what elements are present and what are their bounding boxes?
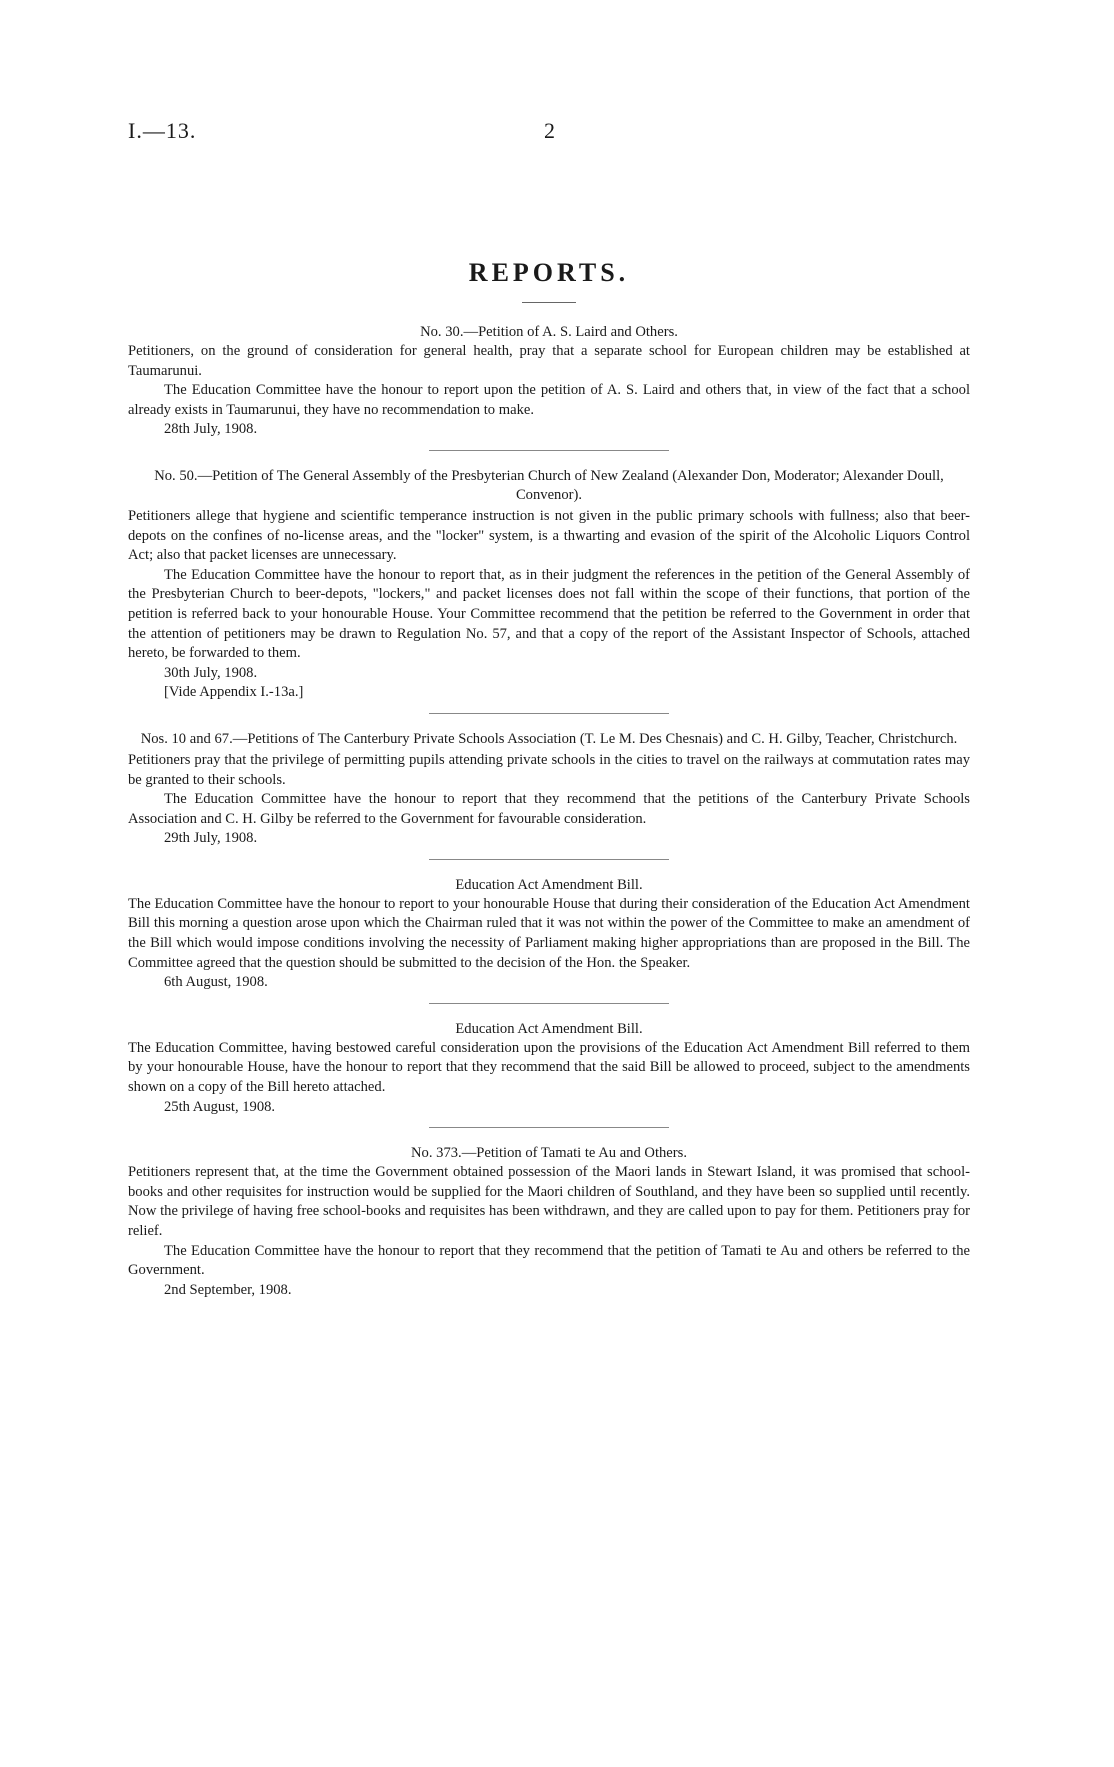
report-section-5: [128, 1020, 970, 1117]
section-heading: Education Act Amendment Bill.: [455, 1020, 643, 1037]
page-content: [128, 258, 970, 1300]
section-divider: [429, 1127, 669, 1128]
section-heading: No. 50.—Petition of The General Assembly of the Presbyterian Church of New Zealand (Alexander Don, Moderator; Alexander Doull, Convenor).: [154, 467, 944, 503]
appendix-note: [Vide Appendix I.-13a.]: [164, 684, 304, 701]
title-divider: [522, 302, 576, 303]
section-heading: Education Act Amendment Bill.: [455, 876, 643, 893]
section-heading: No. 373.—Petition of Tamati te Au and Others.: [411, 1145, 687, 1162]
section-heading: No. 30.—Petition of A. S. Laird and Others.: [420, 324, 678, 340]
section-date: 25th August, 1908.: [164, 1098, 276, 1115]
report-section-4: [128, 876, 970, 993]
section-divider: [429, 1003, 669, 1004]
paragraph-report: The Education Committee have the honour to report that, as in their judgment the references in the petition of the General Assembly of the Presbyterian Church to beer-depots, "lockers," and packet licenses does not fall within the scope of their functions, that portion of the petition is referred back to your honourable House. Your Committee recommend that the petition be referred to the Government in order that the attention of petitioners may be drawn to Regulation No. 57, and that a copy of the report of the Assistant Inspector of Schools, attached hereto, be forwarded to them.: [128, 566, 970, 662]
section-date: 2nd September, 1908.: [164, 1281, 292, 1298]
document-reference: I.—13.: [128, 118, 197, 143]
paragraph-petition: Petitioners represent that, at the time the Government obtained possession of the Maori lands in Stewart Island, it was promised that school-books and other requisites for instruction would be supplied for the Maori children of Southland, and they have been so supplied until recently. Now the privilege of having free school-books and requisites has been withdrawn, and they are called upon to pay for them. Petitioners pray for relief.: [128, 1164, 970, 1239]
paragraph-report: The Education Committee have the honour to report that they recommend that the petition of Tamati te Au and others be referred to the Government.: [128, 1242, 970, 1279]
report-section-3: [128, 730, 970, 849]
section-divider: [429, 450, 669, 451]
section-date: 30th July, 1908.: [164, 664, 258, 681]
paragraph-report: The Education Committee have the honour to report upon the petition of A. S. Laird and others that, in view of the fact that a school already exists in Taumarunui, they have no recommendation to make.: [128, 382, 970, 418]
section-date: 28th July, 1908.: [164, 421, 258, 438]
section-divider: [429, 713, 669, 714]
report-section-2: [128, 467, 970, 703]
paragraph-report: The Education Committee have the honour to report to your honourable House that during their consideration of the Education Act Amendment Bill this morning a question arose upon which the Chairman ruled that it was not within the power of the Committee to make an amendment of the Bill which would impose conditions involving the necessity of Parliament making higher appropriations than are proposed in the Bill. The Committee agreed that the question should be submitted to the decision of the Hon. the Speaker.: [128, 895, 970, 971]
section-divider: [429, 859, 669, 860]
paragraph-report: The Education Committee have the honour to report that they recommend that the petitions of the Canterbury Private Schools Association and C. H. Gilby be referred to the Government for favourable consideration.: [128, 791, 970, 827]
paragraph-petition: Petitioners, on the ground of consideration for general health, pray that a separate school for European children may be established at Taumarunui.: [128, 343, 970, 379]
paragraph-petition: Petitioners allege that hygiene and scientific temperance instruction is not given in the public primary schools with fullness; also that beer-depots on the confines of no-license areas, and the "locker" system, is a thwarting and evasion of the spirit of the Alcoholic Liquors Control Act; also that packet licenses are unnecessary.: [128, 507, 970, 564]
page-title: REPORTS.: [468, 258, 630, 287]
page-number: 2: [544, 118, 555, 143]
paragraph-petition: Petitioners pray that the privilege of permitting pupils attending private schools in the cities to travel on the railways at commutation rates may be granted to their schools.: [128, 751, 970, 788]
report-section-6: [128, 1144, 970, 1300]
section-date: 6th August, 1908.: [164, 974, 268, 991]
section-heading: Nos. 10 and 67.—Petitions of The Canterbury Private Schools Association (T. Le M. Des Chesnais) and C. H. Gilby, Teacher, Christchurch.: [140, 730, 958, 747]
report-section-1: [128, 323, 970, 440]
paragraph-report: The Education Committee, having bestowed careful consideration upon the provisions of the Education Act Amendment Bill referred to them by your honourable House, have the honour to report that they recommend that the said Bill be allowed to proceed, subject to the amendments shown on a copy of the Bill hereto attached.: [128, 1039, 970, 1096]
page-header: [128, 118, 986, 148]
section-date: 29th July, 1908.: [164, 830, 258, 847]
